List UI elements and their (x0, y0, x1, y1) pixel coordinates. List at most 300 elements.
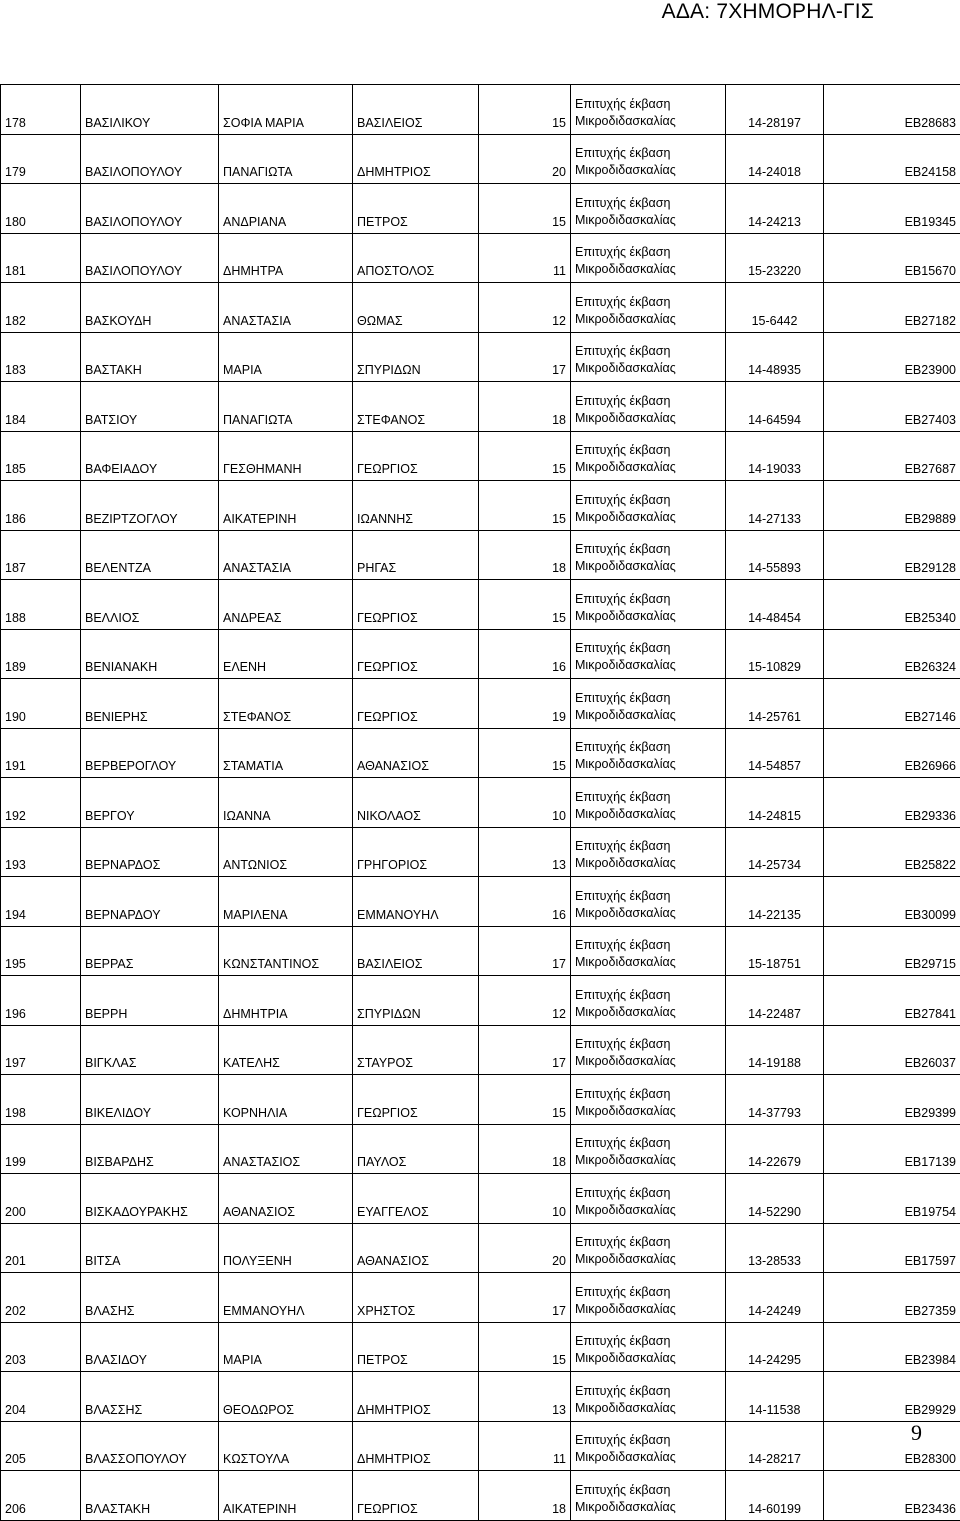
protocol-number-cell: 15-10829 (726, 629, 824, 679)
father-name-cell: ΑΠΟΣΤΟΛΟΣ (353, 233, 479, 283)
code-cell: ΕΒ27359 (824, 1273, 960, 1323)
result-line-2: Μικροδιδασκαλίας (575, 1449, 721, 1466)
row-number-cell: 189 (1, 629, 81, 679)
result-cell (571, 1174, 726, 1224)
father-name-cell: ΓΕΩΡΓΙΟΣ (353, 629, 479, 679)
result-line-2: Μικροδιδασκαλίας (575, 1004, 721, 1021)
father-name-cell: ΓΕΩΡΓΙΟΣ (353, 431, 479, 481)
table-row (1, 1174, 960, 1224)
result-cell (571, 184, 726, 234)
result-line-1: Επιτυχής έκβαση (575, 96, 721, 113)
result-line-2: Μικροδιδασκαλίας (575, 459, 721, 476)
age-cell: 11 (479, 233, 571, 283)
code-cell: ΕΒ27841 (824, 976, 960, 1026)
age-cell: 15 (479, 431, 571, 481)
protocol-number-cell: 14-37793 (726, 1075, 824, 1125)
first-name-cell: ΠΑΝΑΓΙΩΤΑ (219, 382, 353, 432)
father-name-cell: ΔΗΜΗΤΡΙΟΣ (353, 1421, 479, 1471)
result-cell (571, 1471, 726, 1521)
age-cell: 17 (479, 1273, 571, 1323)
first-name-cell: ΑΝΤΩΝΙΟΣ (219, 827, 353, 877)
father-name-cell: ΣΤΕΦΑΝΟΣ (353, 382, 479, 432)
table-row (1, 976, 960, 1026)
father-name-cell: ΘΩΜΑΣ (353, 283, 479, 333)
table-row (1, 481, 960, 531)
result-line-2: Μικροδιδασκαλίας (575, 1350, 721, 1367)
first-name-cell: ΚΑΤΕΛΗΣ (219, 1025, 353, 1075)
protocol-number-cell: 14-25734 (726, 827, 824, 877)
table-row (1, 580, 960, 630)
table-row (1, 1223, 960, 1273)
age-cell: 10 (479, 778, 571, 828)
result-line-1: Επιτυχής έκβαση (575, 1432, 721, 1449)
code-cell: ΕΒ17139 (824, 1124, 960, 1174)
row-number-cell: 195 (1, 926, 81, 976)
first-name-cell: ΚΩΝΣΤΑΝΤΙΝΟΣ (219, 926, 353, 976)
result-line-1: Επιτυχής έκβαση (575, 541, 721, 558)
results-table (0, 84, 960, 1521)
protocol-number-cell: 14-24249 (726, 1273, 824, 1323)
row-number-cell: 202 (1, 1273, 81, 1323)
result-cell (571, 481, 726, 531)
age-cell: 19 (479, 679, 571, 729)
first-name-cell: ΑΝΔΡΙΑΝΑ (219, 184, 353, 234)
row-number-cell: 205 (1, 1421, 81, 1471)
first-name-cell: ΔΗΜΗΤΡΙΑ (219, 976, 353, 1026)
code-cell: ΕΒ27182 (824, 283, 960, 333)
row-number-cell: 180 (1, 184, 81, 234)
protocol-number-cell: 14-19033 (726, 431, 824, 481)
protocol-number-cell: 14-48935 (726, 332, 824, 382)
table-row (1, 877, 960, 927)
result-line-1: Επιτυχής έκβαση (575, 442, 721, 459)
row-number-cell: 203 (1, 1322, 81, 1372)
code-cell: ΕΒ23436 (824, 1471, 960, 1521)
result-line-1: Επιτυχής έκβαση (575, 492, 721, 509)
first-name-cell: ΚΟΡΝΗΛΙΑ (219, 1075, 353, 1125)
row-number-cell: 194 (1, 877, 81, 927)
table-row (1, 530, 960, 580)
first-name-cell: ΜΑΡΙΑ (219, 1322, 353, 1372)
result-line-2: Μικροδιδασκαλίας (575, 410, 721, 427)
age-cell: 16 (479, 877, 571, 927)
table-row (1, 679, 960, 729)
code-cell: ΕΒ27403 (824, 382, 960, 432)
age-cell: 15 (479, 1075, 571, 1125)
father-name-cell: ΣΠΥΡΙΔΩΝ (353, 976, 479, 1026)
result-line-2: Μικροδιδασκαλίας (575, 360, 721, 377)
age-cell: 18 (479, 382, 571, 432)
row-number-cell: 191 (1, 728, 81, 778)
page-number: 9 (911, 1421, 922, 1445)
row-number-cell: 188 (1, 580, 81, 630)
table-row (1, 778, 960, 828)
protocol-number-cell: 15-23220 (726, 233, 824, 283)
father-name-cell: ΠΕΤΡΟΣ (353, 1322, 479, 1372)
result-cell (571, 134, 726, 184)
first-name-cell: ΣΤΑΜΑΤΙΑ (219, 728, 353, 778)
age-cell: 15 (479, 728, 571, 778)
result-line-2: Μικροδιδασκαλίας (575, 905, 721, 922)
code-cell: ΕΒ26324 (824, 629, 960, 679)
surname-cell: ΒΑΦΕΙΑΔΟΥ (81, 431, 219, 481)
row-number-cell: 192 (1, 778, 81, 828)
code-cell: ΕΒ29128 (824, 530, 960, 580)
result-line-1: Επιτυχής έκβαση (575, 1234, 721, 1251)
age-cell: 20 (479, 134, 571, 184)
age-cell: 18 (479, 530, 571, 580)
table-row (1, 1124, 960, 1174)
father-name-cell: ΠΕΤΡΟΣ (353, 184, 479, 234)
result-cell (571, 283, 726, 333)
row-number-cell: 201 (1, 1223, 81, 1273)
protocol-number-cell: 14-27133 (726, 481, 824, 531)
result-line-2: Μικροδιδασκαλίας (575, 756, 721, 773)
row-number-cell: 190 (1, 679, 81, 729)
result-line-2: Μικροδιδασκαλίας (575, 855, 721, 872)
protocol-number-cell: 14-22679 (726, 1124, 824, 1174)
father-name-cell: ΓΕΩΡΓΙΟΣ (353, 679, 479, 729)
row-number-cell: 178 (1, 85, 81, 135)
father-name-cell: ΠΑΥΛΟΣ (353, 1124, 479, 1174)
protocol-number-cell: 14-19188 (726, 1025, 824, 1075)
age-cell: 12 (479, 976, 571, 1026)
result-line-2: Μικροδιδασκαλίας (575, 1053, 721, 1070)
first-name-cell: ΜΑΡΙΑ (219, 332, 353, 382)
result-cell (571, 332, 726, 382)
table-row (1, 85, 960, 135)
code-cell: ΕΒ29929 (824, 1372, 960, 1422)
code-cell: ΕΒ27146 (824, 679, 960, 729)
code-cell: ΕΒ29715 (824, 926, 960, 976)
surname-cell: ΒΑΣΙΛΙΚΟΥ (81, 85, 219, 135)
table-row (1, 1025, 960, 1075)
surname-cell: ΒΕΡΒΕΡΟΓΛΟΥ (81, 728, 219, 778)
result-cell (571, 431, 726, 481)
age-cell: 15 (479, 481, 571, 531)
surname-cell: ΒΙΣΒΑΡΔΗΣ (81, 1124, 219, 1174)
row-number-cell: 181 (1, 233, 81, 283)
surname-cell: ΒΙΓΚΛΑΣ (81, 1025, 219, 1075)
first-name-cell: ΑΘΑΝΑΣΙΟΣ (219, 1174, 353, 1224)
result-line-1: Επιτυχής έκβαση (575, 1086, 721, 1103)
protocol-number-cell: 13-28533 (726, 1223, 824, 1273)
result-line-1: Επιτυχής έκβαση (575, 343, 721, 360)
father-name-cell: ΣΠΥΡΙΔΩΝ (353, 332, 479, 382)
first-name-cell: ΑΙΚΑΤΕΡΙΝΗ (219, 481, 353, 531)
row-number-cell: 200 (1, 1174, 81, 1224)
result-line-1: Επιτυχής έκβαση (575, 888, 721, 905)
result-line-1: Επιτυχής έκβαση (575, 1284, 721, 1301)
result-cell (571, 629, 726, 679)
result-line-2: Μικροδιδασκαλίας (575, 1103, 721, 1120)
age-cell: 12 (479, 283, 571, 333)
protocol-number-cell: 15-18751 (726, 926, 824, 976)
result-line-2: Μικροδιδασκαλίας (575, 707, 721, 724)
row-number-cell: 198 (1, 1075, 81, 1125)
result-cell (571, 1273, 726, 1323)
result-line-1: Επιτυχής έκβαση (575, 1036, 721, 1053)
protocol-number-cell: 14-55893 (726, 530, 824, 580)
row-number-cell: 179 (1, 134, 81, 184)
result-line-1: Επιτυχής έκβαση (575, 591, 721, 608)
surname-cell: ΒΙΤΣΑ (81, 1223, 219, 1273)
result-cell (571, 85, 726, 135)
age-cell: 13 (479, 1372, 571, 1422)
table-row (1, 431, 960, 481)
result-line-1: Επιτυχής έκβαση (575, 739, 721, 756)
results-table-body (1, 85, 960, 1521)
age-cell: 17 (479, 926, 571, 976)
result-cell (571, 1322, 726, 1372)
table-row (1, 283, 960, 333)
result-line-2: Μικροδιδασκαλίας (575, 1251, 721, 1268)
result-line-1: Επιτυχής έκβαση (575, 1135, 721, 1152)
table-row (1, 728, 960, 778)
code-cell: ΕΒ28300 (824, 1421, 960, 1471)
protocol-number-cell: 14-60199 (726, 1471, 824, 1521)
table-row (1, 382, 960, 432)
result-cell (571, 1124, 726, 1174)
result-line-1: Επιτυχής έκβαση (575, 789, 721, 806)
result-cell (571, 1025, 726, 1075)
code-cell: ΕΒ25340 (824, 580, 960, 630)
table-row (1, 1273, 960, 1323)
row-number-cell: 187 (1, 530, 81, 580)
age-cell: 18 (479, 1471, 571, 1521)
age-cell: 16 (479, 629, 571, 679)
protocol-number-cell: 14-24018 (726, 134, 824, 184)
result-cell (571, 976, 726, 1026)
surname-cell: ΒΛΑΣΗΣ (81, 1273, 219, 1323)
father-name-cell: ΕΥΑΓΓΕΛΟΣ (353, 1174, 479, 1224)
surname-cell: ΒΕΝΙΑΝΑΚΗ (81, 629, 219, 679)
result-cell (571, 1421, 726, 1471)
row-number-cell: 197 (1, 1025, 81, 1075)
age-cell: 18 (479, 1124, 571, 1174)
result-line-2: Μικροδιδασκαλίας (575, 113, 721, 130)
code-cell: ΕΒ17597 (824, 1223, 960, 1273)
father-name-cell: ΑΘΑΝΑΣΙΟΣ (353, 728, 479, 778)
surname-cell: ΒΑΤΣΙΟΥ (81, 382, 219, 432)
result-line-1: Επιτυχής έκβαση (575, 195, 721, 212)
surname-cell: ΒΑΣΙΛΟΠΟΥΛΟΥ (81, 233, 219, 283)
age-cell: 11 (479, 1421, 571, 1471)
first-name-cell: ΓΕΣΘΗΜΑΝΗ (219, 431, 353, 481)
result-line-1: Επιτυχής έκβαση (575, 244, 721, 261)
surname-cell: ΒΕΡΝΑΡΔΟΣ (81, 827, 219, 877)
code-cell: ΕΒ23900 (824, 332, 960, 382)
father-name-cell: ΑΘΑΝΑΣΙΟΣ (353, 1223, 479, 1273)
code-cell: ΕΒ26966 (824, 728, 960, 778)
code-cell: ΕΒ28683 (824, 85, 960, 135)
table-row (1, 332, 960, 382)
father-name-cell: ΙΩΑΝΝΗΣ (353, 481, 479, 531)
row-number-cell: 206 (1, 1471, 81, 1521)
result-cell (571, 580, 726, 630)
code-cell: ΕΒ27687 (824, 431, 960, 481)
result-line-2: Μικροδιδασκαλίας (575, 806, 721, 823)
result-cell (571, 827, 726, 877)
father-name-cell: ΝΙΚΟΛΑΟΣ (353, 778, 479, 828)
father-name-cell: ΕΜΜΑΝΟΥΗΛ (353, 877, 479, 927)
protocol-number-cell: 14-22487 (726, 976, 824, 1026)
row-number-cell: 183 (1, 332, 81, 382)
first-name-cell: ΜΑΡΙΛΕΝΑ (219, 877, 353, 927)
first-name-cell: ΔΗΜΗΤΡΑ (219, 233, 353, 283)
protocol-number-cell: 14-11538 (726, 1372, 824, 1422)
result-cell (571, 1372, 726, 1422)
age-cell: 13 (479, 827, 571, 877)
surname-cell: ΒΕΖΙΡΤΖΟΓΛΟΥ (81, 481, 219, 531)
result-cell (571, 877, 726, 927)
father-name-cell: ΧΡΗΣΤΟΣ (353, 1273, 479, 1323)
code-cell: ΕΒ26037 (824, 1025, 960, 1075)
surname-cell: ΒΛΑΣΤΑΚΗ (81, 1471, 219, 1521)
result-line-2: Μικροδιδασκαλίας (575, 509, 721, 526)
surname-cell: ΒΕΡΡΑΣ (81, 926, 219, 976)
father-name-cell: ΔΗΜΗΤΡΙΟΣ (353, 1372, 479, 1422)
first-name-cell: ΠΟΛΥΞΕΝΗ (219, 1223, 353, 1273)
result-line-2: Μικροδιδασκαλίας (575, 311, 721, 328)
first-name-cell: ΣΟΦΙΑ ΜΑΡΙΑ (219, 85, 353, 135)
code-cell: ΕΒ15670 (824, 233, 960, 283)
code-cell: ΕΒ19345 (824, 184, 960, 234)
result-line-1: Επιτυχής έκβαση (575, 987, 721, 1004)
result-line-1: Επιτυχής έκβαση (575, 690, 721, 707)
first-name-cell: ΚΩΣΤΟΥΛΑ (219, 1421, 353, 1471)
surname-cell: ΒΑΣΙΛΟΠΟΥΛΟΥ (81, 184, 219, 234)
protocol-number-cell: 14-25761 (726, 679, 824, 729)
table-row (1, 1471, 960, 1521)
result-line-2: Μικροδιδασκαλίας (575, 558, 721, 575)
first-name-cell: ΘΕΟΔΩΡΟΣ (219, 1372, 353, 1422)
father-name-cell: ΔΗΜΗΤΡΙΟΣ (353, 134, 479, 184)
code-cell: ΕΒ30099 (824, 877, 960, 927)
surname-cell: ΒΙΚΕΛΙΔΟΥ (81, 1075, 219, 1125)
father-name-cell: ΓΕΩΡΓΙΟΣ (353, 1471, 479, 1521)
result-line-2: Μικροδιδασκαλίας (575, 212, 721, 229)
result-cell (571, 233, 726, 283)
surname-cell: ΒΕΝΙΕΡΗΣ (81, 679, 219, 729)
surname-cell: ΒΕΛΛΙΟΣ (81, 580, 219, 630)
surname-cell: ΒΑΣΤΑΚΗ (81, 332, 219, 382)
row-number-cell: 184 (1, 382, 81, 432)
surname-cell: ΒΙΣΚΑΔΟΥΡΑΚΗΣ (81, 1174, 219, 1224)
age-cell: 15 (479, 580, 571, 630)
table-row (1, 1322, 960, 1372)
code-cell: ΕΒ29336 (824, 778, 960, 828)
table-row (1, 233, 960, 283)
surname-cell: ΒΑΣΙΛΟΠΟΥΛΟΥ (81, 134, 219, 184)
result-line-2: Μικροδιδασκαλίας (575, 162, 721, 179)
protocol-number-cell: 14-54857 (726, 728, 824, 778)
first-name-cell: ΕΛΕΝΗ (219, 629, 353, 679)
row-number-cell: 182 (1, 283, 81, 333)
result-line-1: Επιτυχής έκβαση (575, 1333, 721, 1350)
result-cell (571, 778, 726, 828)
code-cell: ΕΒ25822 (824, 827, 960, 877)
table-row (1, 184, 960, 234)
result-cell (571, 679, 726, 729)
table-row (1, 1421, 960, 1471)
result-cell (571, 1075, 726, 1125)
result-line-2: Μικροδιδασκαλίας (575, 1301, 721, 1318)
result-line-2: Μικροδιδασκαλίας (575, 261, 721, 278)
first-name-cell: ΑΝΑΣΤΑΣΙΑ (219, 283, 353, 333)
age-cell: 15 (479, 1322, 571, 1372)
row-number-cell: 196 (1, 976, 81, 1026)
protocol-number-cell: 14-28217 (726, 1421, 824, 1471)
table-row (1, 926, 960, 976)
first-name-cell: ΣΤΕΦΑΝΟΣ (219, 679, 353, 729)
result-line-2: Μικροδιδασκαλίας (575, 657, 721, 674)
table-row (1, 827, 960, 877)
surname-cell: ΒΑΣΚΟΥΔΗ (81, 283, 219, 333)
father-name-cell: ΡΗΓΑΣ (353, 530, 479, 580)
table-row (1, 134, 960, 184)
result-cell (571, 382, 726, 432)
surname-cell: ΒΕΡΝΑΡΔΟΥ (81, 877, 219, 927)
result-line-2: Μικροδιδασκαλίας (575, 1400, 721, 1417)
code-cell: ΕΒ19754 (824, 1174, 960, 1224)
protocol-number-cell: 14-28197 (726, 85, 824, 135)
row-number-cell: 199 (1, 1124, 81, 1174)
age-cell: 17 (479, 1025, 571, 1075)
first-name-cell: ΑΝΑΣΤΑΣΙΑ (219, 530, 353, 580)
table-row (1, 1372, 960, 1422)
surname-cell: ΒΛΑΣΣΟΠΟΥΛΟΥ (81, 1421, 219, 1471)
result-line-2: Μικροδιδασκαλίας (575, 954, 721, 971)
result-line-1: Επιτυχής έκβαση (575, 294, 721, 311)
surname-cell: ΒΕΡΡΗ (81, 976, 219, 1026)
protocol-number-cell: 14-22135 (726, 877, 824, 927)
result-line-1: Επιτυχής έκβαση (575, 937, 721, 954)
code-cell: ΕΒ29399 (824, 1075, 960, 1125)
father-name-cell: ΣΤΑΥΡΟΣ (353, 1025, 479, 1075)
first-name-cell: ΑΝΔΡΕΑΣ (219, 580, 353, 630)
father-name-cell: ΓΡΗΓΟΡΙΟΣ (353, 827, 479, 877)
table-row (1, 629, 960, 679)
result-line-2: Μικροδιδασκαλίας (575, 1499, 721, 1516)
code-cell: ΕΒ23984 (824, 1322, 960, 1372)
father-name-cell: ΒΑΣΙΛΕΙΟΣ (353, 85, 479, 135)
row-number-cell: 204 (1, 1372, 81, 1422)
surname-cell: ΒΕΡΓΟΥ (81, 778, 219, 828)
first-name-cell: ΙΩΑΝΝΑ (219, 778, 353, 828)
protocol-number-cell: 14-24815 (726, 778, 824, 828)
result-line-1: Επιτυχής έκβαση (575, 1482, 721, 1499)
result-line-1: Επιτυχής έκβαση (575, 393, 721, 410)
result-line-2: Μικροδιδασκαλίας (575, 1202, 721, 1219)
age-cell: 17 (479, 332, 571, 382)
result-cell (571, 1223, 726, 1273)
surname-cell: ΒΛΑΣΣΗΣ (81, 1372, 219, 1422)
result-line-1: Επιτυχής έκβαση (575, 1383, 721, 1400)
ada-header: ΑΔΑ: 7ΧΗΜΟΡΗΛ-ΓΙΣ (662, 0, 874, 24)
age-cell: 15 (479, 184, 571, 234)
father-name-cell: ΓΕΩΡΓΙΟΣ (353, 580, 479, 630)
protocol-number-cell: 15-6442 (726, 283, 824, 333)
result-line-2: Μικροδιδασκαλίας (575, 608, 721, 625)
result-cell (571, 926, 726, 976)
first-name-cell: ΑΙΚΑΤΕΡΙΝΗ (219, 1471, 353, 1521)
result-line-1: Επιτυχής έκβαση (575, 838, 721, 855)
protocol-number-cell: 14-48454 (726, 580, 824, 630)
protocol-number-cell: 14-24295 (726, 1322, 824, 1372)
age-cell: 15 (479, 85, 571, 135)
first-name-cell: ΑΝΑΣΤΑΣΙΟΣ (219, 1124, 353, 1174)
